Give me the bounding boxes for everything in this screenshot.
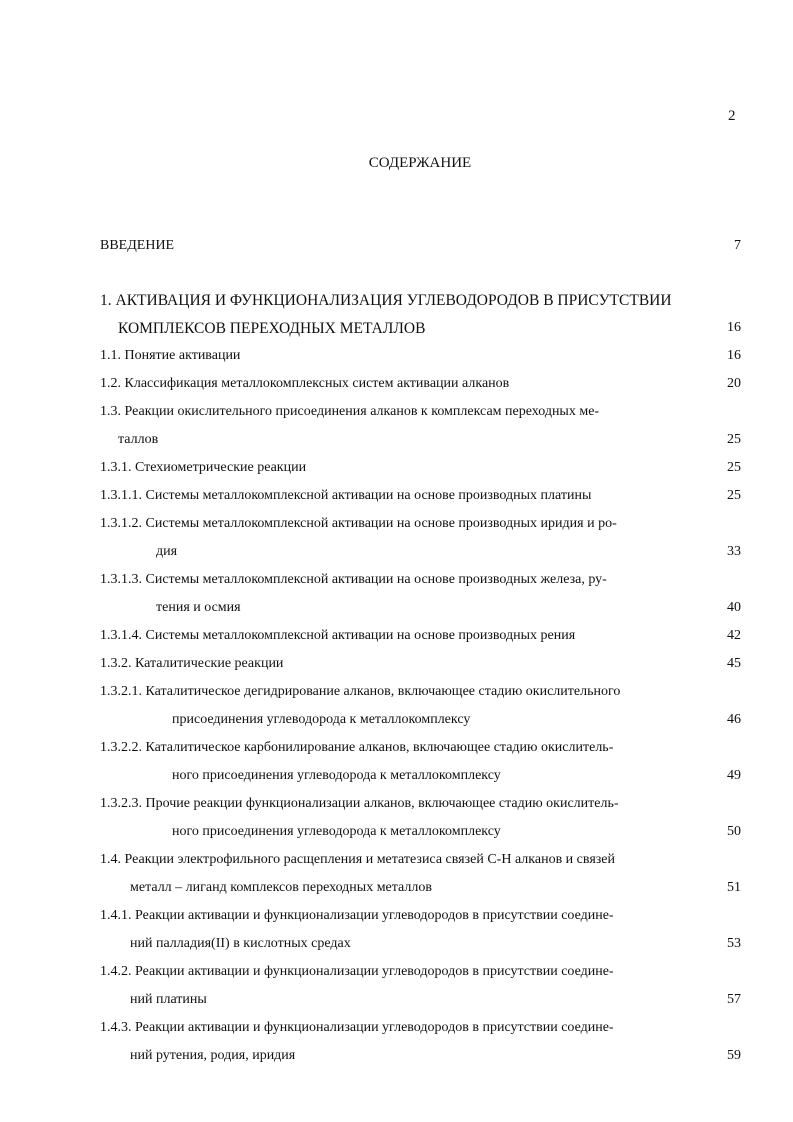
toc-entry-line[interactable]: 1.1. Понятие активации xyxy=(100,348,241,363)
toc-entry-page: 25 xyxy=(727,488,741,503)
toc-entry-line[interactable]: 1.3.2.2. Каталитическое карбонилирование алканов, включающее стадию окислитель- xyxy=(100,740,614,755)
toc-entry-page: 45 xyxy=(727,656,741,671)
toc-entry-page: 16 xyxy=(727,348,741,363)
toc-entry-page: 7 xyxy=(734,238,741,253)
toc-entry-line[interactable]: присоединения углеводорода к металлокомплексу xyxy=(172,712,471,727)
toc-entry-line[interactable]: 1.3.1.4. Системы металлокомплексной активации на основе производных рения xyxy=(100,628,576,643)
toc-entry-line[interactable]: 1.3.1.2. Системы металлокомплексной активации на основе производных иридия и ро- xyxy=(100,516,617,531)
toc-entry-line[interactable]: ний платины xyxy=(130,992,207,1007)
toc-entry-line[interactable]: КОМПЛЕКСОВ ПЕРЕХОДНЫХ МЕТАЛЛОВ xyxy=(118,320,426,337)
toc-entry-page: 25 xyxy=(727,460,741,475)
toc-entry-page: 50 xyxy=(727,824,741,839)
toc-entry-page: 46 xyxy=(727,712,741,727)
toc-entry-page: 59 xyxy=(727,1048,741,1063)
toc-entry-line[interactable]: 1.2. Классификация металлокомплексных систем активации алканов xyxy=(100,376,510,391)
toc-entry-line[interactable]: ного присоединения углеводорода к металлокомплексу xyxy=(172,824,501,839)
toc-entry-page: 25 xyxy=(727,432,741,447)
toc-entry-line[interactable]: 1.3.2.1. Каталитическое дегидрирование алканов, включающее стадию окислительного xyxy=(100,684,621,699)
toc-entry-line[interactable]: дия xyxy=(156,544,178,559)
toc-entry-line[interactable]: 1.3.2. Каталитические реакции xyxy=(100,656,284,671)
toc-entry-page: 51 xyxy=(727,880,741,895)
toc-entry-page: 20 xyxy=(727,376,741,391)
toc-entry-line[interactable]: 1.3.1.1. Системы металлокомплексной активации на основе производных платины xyxy=(100,488,592,503)
toc-entry-page: 49 xyxy=(727,768,741,783)
toc-entry-line[interactable]: металл – лиганд комплексов переходных металлов xyxy=(130,880,432,895)
toc-entry-line[interactable]: ний палладия(II) в кислотных средах xyxy=(130,936,351,951)
toc-entry-line[interactable]: таллов xyxy=(118,432,159,447)
toc-entry-page: 40 xyxy=(727,600,741,615)
toc-entry-line[interactable]: 1.4.1. Реакции активации и функционализации углеводородов в присутствии соедине- xyxy=(100,908,614,923)
page-number: 2 xyxy=(728,108,736,124)
toc-entry-page: 57 xyxy=(727,992,741,1007)
toc-entry-line[interactable]: ного присоединения углеводорода к металлокомплексу xyxy=(172,768,501,783)
toc-entry-page: 16 xyxy=(727,320,741,335)
toc-entry-line[interactable]: 1.3.2.3. Прочие реакции функционализации алканов, включающее стадию окислитель- xyxy=(100,796,619,811)
toc-entry-line[interactable]: 1.4.2. Реакции активации и функционализации углеводородов в присутствии соедине- xyxy=(100,964,614,979)
toc-title: СОДЕРЖАНИЕ xyxy=(368,155,472,171)
toc-entry-line[interactable]: тения и осмия xyxy=(156,600,241,615)
toc-entry-line[interactable]: 1. АКТИВАЦИЯ И ФУНКЦИОНАЛИЗАЦИЯ УГЛЕВОДОРОДОВ В ПРИСУТСТВИИ xyxy=(100,292,672,309)
toc-entry-line[interactable]: 1.3.1. Стехиометрические реакции xyxy=(100,460,307,475)
toc-entry-line[interactable]: 1.3. Реакции окислительного присоединения алканов к комплексам переходных ме- xyxy=(100,404,600,419)
toc-entry-line[interactable]: ний рутения, родия, иридия xyxy=(130,1048,296,1063)
toc-entry-page: 42 xyxy=(727,628,741,643)
toc-entry-page: 33 xyxy=(727,544,741,559)
toc-entry-line[interactable]: 1.3.1.3. Системы металлокомплексной активации на основе производных железа, ру- xyxy=(100,572,607,587)
toc-entry-line[interactable]: ВВЕДЕНИЕ xyxy=(100,238,175,253)
toc-entry-line[interactable]: 1.4.3. Реакции активации и функционализации углеводородов в присутствии соедине- xyxy=(100,1020,614,1035)
toc-entry-page: 53 xyxy=(727,936,741,951)
toc-entry-line[interactable]: 1.4. Реакции электрофильного расщепления и метатезиса связей С-Н алканов и связей xyxy=(100,852,615,867)
